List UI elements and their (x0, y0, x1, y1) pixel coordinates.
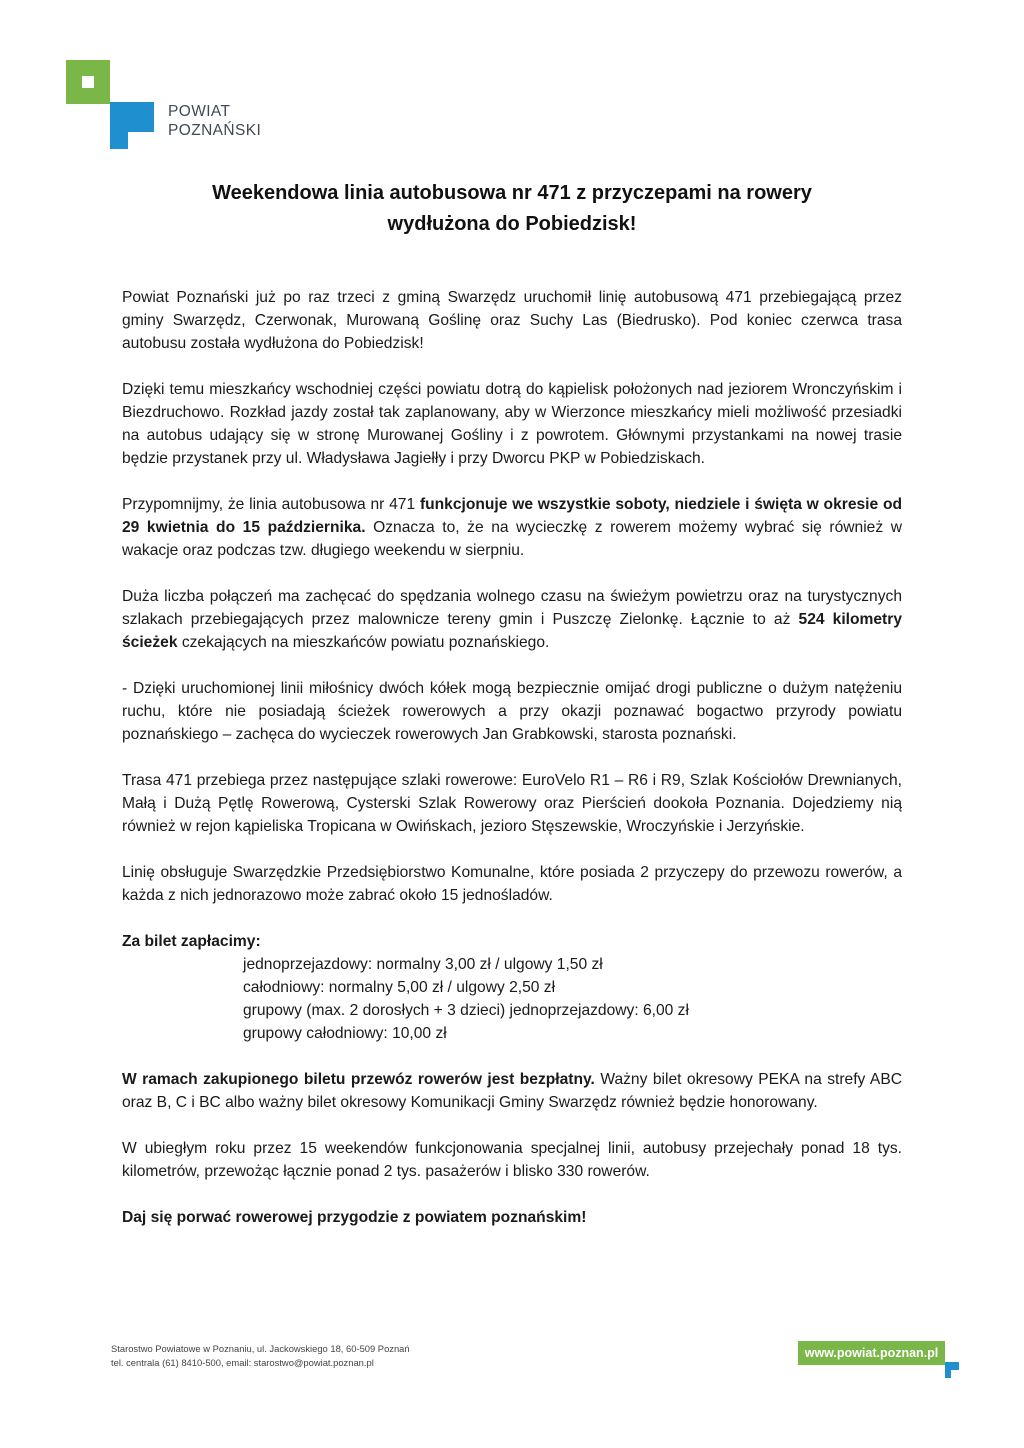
logo-wordmark (168, 102, 261, 140)
price-item: grupowy (max. 2 dorosłych + 3 dzieci) jednoprzejazdowy: 6,00 zł (243, 1002, 689, 1019)
ticket-price-list (122, 953, 902, 1045)
price-item: całodniowy: normalny 5,00 zł / ulgowy 2,50 zł (243, 979, 556, 996)
footer-website-link[interactable]: www.powiat.poznan.pl (798, 1341, 945, 1365)
paragraph-schedule (122, 493, 902, 562)
paragraph-residents: Dzięki temu mieszkańcy wschodniej części powiatu dotrą do kąpielisk położonych nad jeziorem Wronczyńskim i Biezdruchowo. Rozkład jazdy został tak zaplanowany, aby w Wierzonce mieszkańcy mieli możliwość przesiadki na autobus udający się w stronę Murowanej Gośliny i z powrotem. Głównymi przystankami na nowej trasie będzie przystanek przy ul. Władysława Jagiełły i przy Dworcu PKP w Pobiedziskach. (122, 381, 902, 467)
footer-address (111, 1342, 410, 1370)
footer-address-line-2: tel. centrala (61) 8410-500, email: starostwo@powiat.poznan.pl (111, 1357, 374, 1368)
footer-logo-mark-icon (945, 1362, 959, 1378)
paragraph-last-year: W ubiegłym roku przez 15 weekendów funkcjonowania specjalnej linii, autobusy przejechały ponad 18 tys. kilometrów, przewożąc łącznie ponad 2 tys. pasażerów i blisko 330 rowerów. (122, 1140, 902, 1180)
paragraph-route: Trasa 471 przebiega przez następujące szlaki rowerowe: EuroVelo R1 – R6 i R9, Szlak Kościołów Drewnianych, Małą i Dużą Pętlę Rowerową, Cysterski Szlak Rowerowy oraz Pierścień dookoła Poznania. Dojedziemy nią również w rejon kąpieliska Tropicana w Owińskach, jezioro Stęszewskie, Wroczyńskie i Jerzyńskie. (122, 772, 902, 835)
text-run-bold: Daj się porwać rowerowej przygodzie z powiatem poznańskim! (122, 1209, 587, 1226)
paragraph-intro: Powiat Poznański już po raz trzeci z gminą Swarzędz uruchomił linię autobusową 471 przebiegającą przez gminy Swarzędz, Czerwonak, Murowaną Goślinę oraz Suchy Las (Biedrusko). Pod koniec czerwca trasa autobusu została wydłużona do Pobiedzisk! (122, 289, 902, 352)
price-item: jednoprzejazdowy: normalny 3,00 zł / ulgowy 1,50 zł (243, 956, 603, 973)
text-run: czekających na mieszkańców powiatu poznańskiego. (177, 634, 550, 651)
footer-address-line-1: Starostwo Powiatowe w Poznaniu, ul. Jackowskiego 18, 60-509 Poznań (111, 1343, 410, 1354)
paragraph-quote: - Dzięki uruchomionej linii miłośnicy dwóch kółek mogą bezpiecznie omijać drogi publiczne o dużym natężeniu ruchu, które nie posiadają ścieżek rowerowych a przy okazji poznawać bogactwo przyrody powiatu poznańskiego – zachęca do wycieczek rowerowych Jan Grabkowski, starosta poznański. (122, 680, 902, 743)
logo-line-powiat: POWIAT (168, 103, 231, 120)
document-title (120, 178, 904, 240)
title-line-2: wydłużona do Pobiedzisk! (387, 213, 637, 235)
text-run-bold: W ramach zakupionego biletu przewóz rowerów jest bezpłatny. (122, 1071, 595, 1088)
text-run: Ważny bilet okresowy PEKA na strefy ABC oraz B, C i BC albo ważny bilet okresowy Komunikacji Gminy Swarzędz również będzie honorowany. (122, 1071, 902, 1111)
text-run: Oznacza to, że na wycieczkę z rowerem możemy wybrać się również w wakacje oraz podczas tzw. długiego weekendu w sierpniu. (122, 519, 902, 559)
text-run: Duża liczba połączeń ma zachęcać do spędzania wolnego czasu na świeżym powietrzu oraz na turystycznych szlakach przebiegających przez malownicze tereny gmin i Puszczę Zielonkę. Łącznie to aż (122, 588, 902, 628)
text-run: Przypomnijmy, że linia autobusowa nr 471 (122, 496, 420, 513)
paragraph-bike-transport (122, 1068, 902, 1114)
tickets-heading (122, 930, 902, 953)
paragraph-closing (122, 1206, 902, 1229)
paragraph-trails (122, 585, 902, 654)
price-item: grupowy całodniowy: 10,00 zł (243, 1025, 447, 1042)
text-run-bold: funkcjonuje we wszystkie soboty, niedziele i święta w okresie od 29 kwietnia do 15 października. (122, 496, 902, 536)
title-line-1: Weekendowa linia autobusowa nr 471 z przyczepami na rowery (212, 182, 812, 204)
text-run-bold: Za bilet zapłacimy: (122, 933, 261, 950)
text-run-bold: 524 kilometry ścieżek (122, 611, 902, 651)
paragraph-operator: Linię obsługuje Swarzędzkie Przedsiębiorstwo Komunalne, które posiada 2 przyczepy do przewozu rowerów, a każda z nich jednorazowo może zabrać około 15 jednośladów. (122, 864, 902, 904)
article-body (122, 286, 902, 1252)
logo-line-poznanski: POZNAŃSKI (168, 122, 262, 139)
